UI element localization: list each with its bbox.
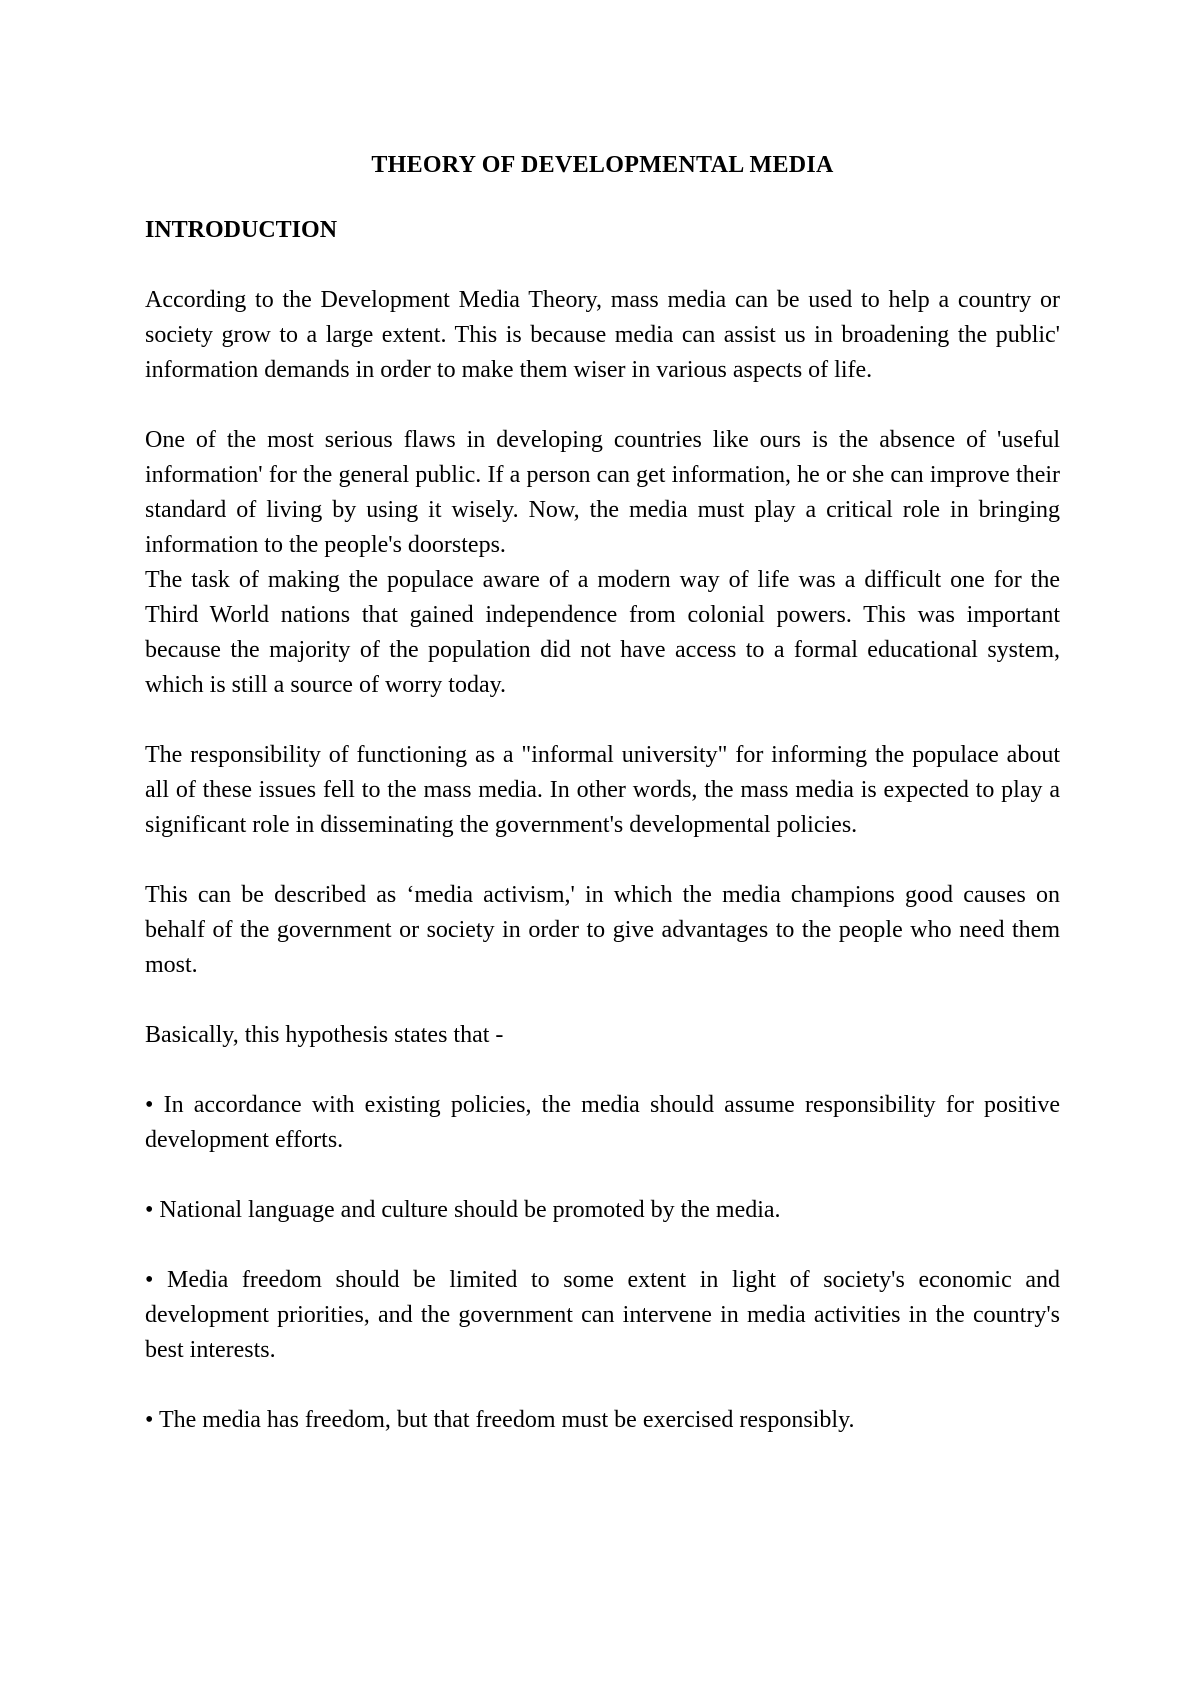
document-title: THEORY OF DEVELOPMENTAL MEDIA [371,152,834,178]
bullet-item: • In accordance with existing policies, the media should assume responsibility for positive development efforts. [145,1092,1060,1153]
paragraph-hypothesis-intro: Basically, this hypothesis states that - [145,1022,504,1048]
paragraph-media-activism: This can be described as ‘media activism,' in which the media champions good causes on behalf of the government or society in order to give advantages to the people who need them most. [145,882,1060,978]
paragraph-useful-information: One of the most serious flaws in developing countries like ours is the absence of 'useful information' for the general public. If a person can get information, he or she can improve their standard of living by using it wisely. Now, the media must play a critical role in bringing information to the people's doorsteps. [145,427,1060,558]
bullet-item: • National language and culture should be promoted by the media. [145,1197,781,1223]
paragraph-informal-university: The responsibility of functioning as a "informal university" for informing the populace about all of these issues fell to the mass media. In other words, the mass media is expected to play a significant role in disseminating the government's developmental policies. [145,742,1060,838]
bullet-item: • Media freedom should be limited to some extent in light of society's economic and development priorities, and the government can intervene in media activities in the country's best interests. [145,1267,1060,1363]
section-heading-introduction: INTRODUCTION [145,217,338,243]
bullet-item: • The media has freedom, but that freedom must be exercised responsibly. [145,1407,855,1433]
paragraph-development-media-theory: According to the Development Media Theory, mass media can be used to help a country or society grow to a large extent. This is because media can assist us in broadening the public' information demands in order to make them wiser in various aspects of life. [145,287,1060,383]
paragraph-third-world-nations: The task of making the populace aware of a modern way of life was a difficult one for the Third World nations that gained independence from colonial powers. This was important because the majority of the population did not have access to a formal educational system, which is still a source of worry today. [145,567,1060,698]
